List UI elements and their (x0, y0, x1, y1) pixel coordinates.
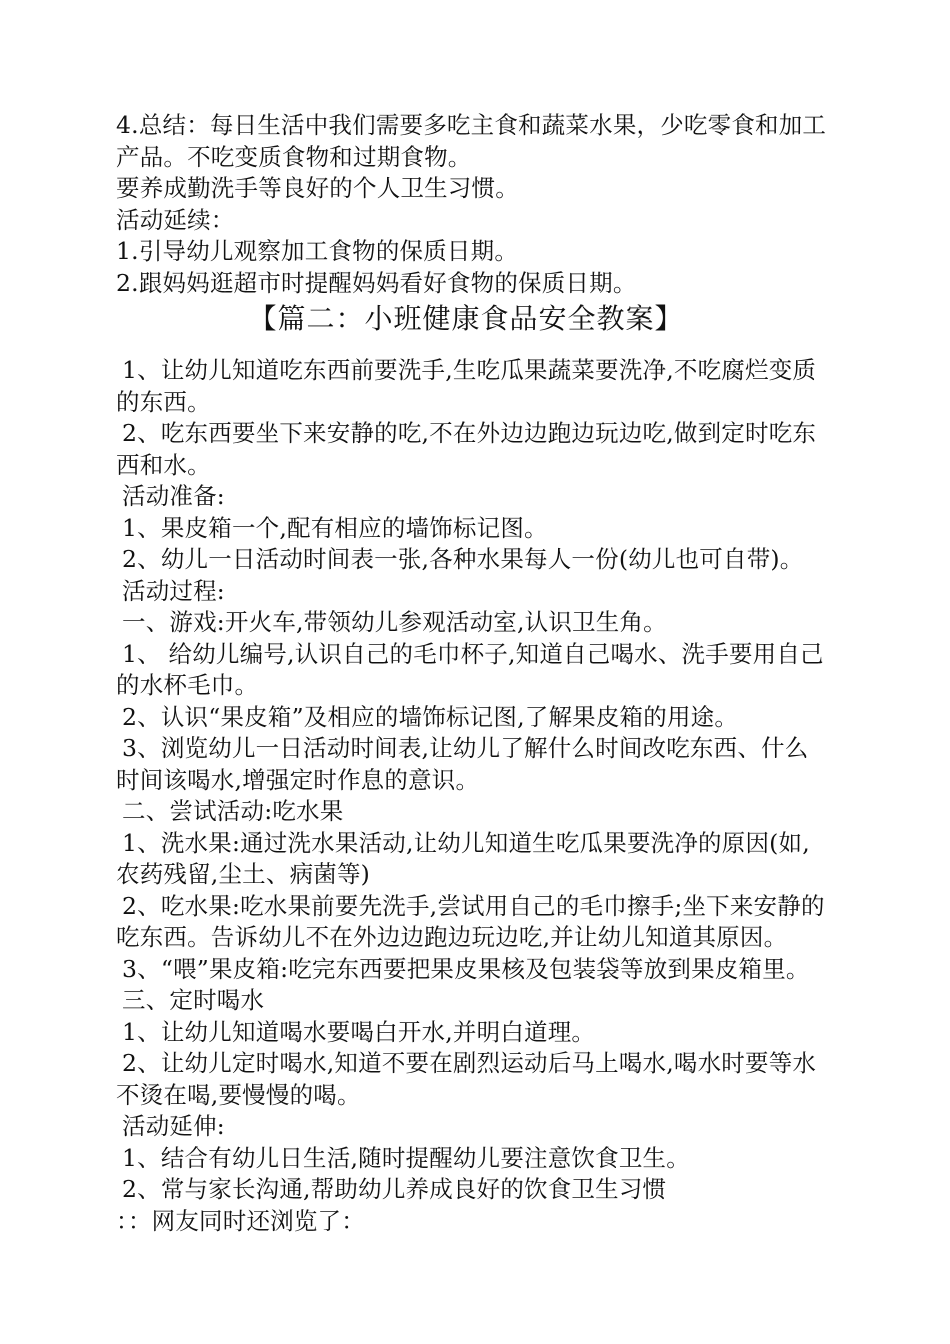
step-1-item-3-line-1: 3、浏览幼儿一日活动时间表,让幼儿了解什么时间改吃东西、什么 (122, 734, 809, 762)
step-1-item-1-line-1: 1、 给幼儿编号,认识自己的毛巾杯子,知道自己喝水、洗手要用自己 (122, 639, 824, 668)
step-3-heading: 三、定时喝水 (122, 986, 265, 1014)
prep-item-2: 2、幼儿一日活动时间表一张,各种水果每人一份(幼儿也可自带)。 (122, 545, 804, 573)
hygiene-line: 要养成勤洗手等良好的个人卫生习惯。 (116, 174, 519, 202)
step-3-item-2-line-1: 2、让幼儿定时喝水,知道不要在剧烈运动后马上喝水,喝水时要等水 (122, 1049, 817, 1077)
step-3-item-1: 1、让幼儿知道喝水要喝白开水,并明白道理。 (122, 1017, 596, 1046)
summary-line-2: 产品。不吃变质食物和过期食物。 (116, 142, 472, 171)
ext-item-1: 1、结合有幼儿日生活,随时提醒幼儿要注意饮食卫生。 (122, 1143, 690, 1172)
summary-line-1: 4.总结：每日生活中我们需要多吃主食和蔬菜水果，少吃零食和加工 (116, 111, 827, 139)
step-2-item-3: 3、“喂”果皮箱:吃完东西要把果皮果核及包装袋等放到果皮箱里。 (122, 954, 810, 983)
step-2-item-2-line-1: 2、吃水果:吃水果前要先洗手,尝试用自己的毛巾擦手;坐下来安静的 (122, 891, 825, 920)
goal-2-line-2: 西和水。 (116, 450, 211, 479)
ext-item-2: 2、常与家长沟通,帮助幼儿养成良好的饮食卫生习惯 (122, 1175, 667, 1203)
related-links-label: ：：网友同时还浏览了： (116, 1206, 365, 1235)
step-2-item-1-line-2: 农药残留,尘土、病菌等) (116, 860, 371, 888)
extension-item-2: 2.跟妈妈逛超市时提醒妈妈看好食物的保质日期。 (116, 268, 637, 297)
goal-2-line-1: 2、吃东西要坐下来安静的吃,不在外边边跑边玩边吃,做到定时吃东 (122, 419, 817, 447)
document-body (116, 110, 856, 1237)
step-2-item-2-line-2: 吃东西。告诉幼儿不在外边边跑边玩边吃,并让幼儿知道其原因。 (116, 923, 788, 951)
step-1-item-3-line-2: 时间该喝水,增强定时作息的意识。 (116, 765, 480, 794)
process-heading: 活动过程: (122, 576, 225, 605)
ext-heading: 活动延伸: (122, 1112, 225, 1140)
extension-heading: 活动延续： (116, 205, 235, 234)
step-2-heading: 二、尝试活动:吃水果 (122, 797, 344, 825)
step-1-item-2: 2、认识“果皮箱”及相应的墙饰标记图,了解果皮箱的用途。 (122, 702, 739, 731)
extension-item-1: 1.引导幼儿观察加工食物的保质日期。 (116, 237, 519, 265)
goal-1-line-1: 1、让幼儿知道吃东西前要洗手,生吃瓜果蔬菜要洗净,不吃腐烂变质 (122, 356, 817, 384)
step-1-heading: 一、游戏:开火车,带领幼儿参观活动室,认识卫生角。 (122, 608, 667, 636)
goal-1-line-2: 的东西。 (116, 387, 211, 416)
prep-item-1: 1、果皮箱一个,配有相应的墙饰标记图。 (122, 513, 548, 542)
step-1-item-1-line-2: 的水杯毛巾。 (116, 671, 259, 699)
prep-heading: 活动准备: (122, 482, 225, 510)
step-3-item-2-line-2: 不烫在喝,要慢慢的喝。 (116, 1080, 361, 1109)
step-2-item-1-line-1: 1、洗水果:通过洗水果活动,让幼儿知道生吃瓜果要洗净的原因(如, (122, 828, 810, 857)
section-title: 【篇二：小班健康食品安全教案】 (248, 302, 684, 335)
